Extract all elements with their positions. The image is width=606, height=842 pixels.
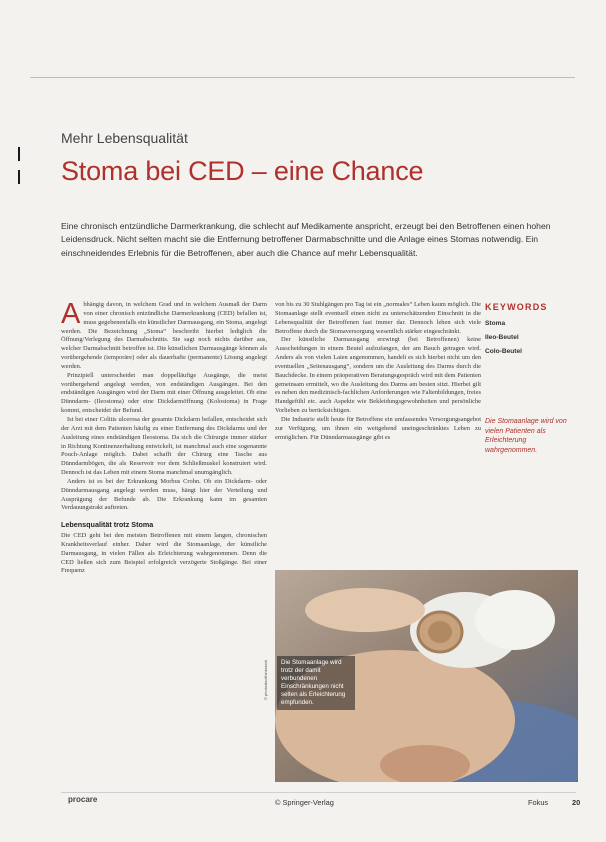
kicker: Mehr Lebensqualität bbox=[61, 130, 188, 146]
footer-logo: procare bbox=[68, 795, 98, 804]
keyword: Colo-Beutel bbox=[485, 348, 522, 355]
body-paragraph: Anders ist es bei der Erkrankung Morbus Crohn. Ob ein Dickdarm- oder Dünndarmausgang angelegt werden muss, hängt hier der Verteilung und Ausprägung der Befunde ab. Die Erkrankung kann im gesamten Verdauungstrakt auftreten. bbox=[61, 477, 267, 512]
headline: Stoma bei CED – eine Chance bbox=[61, 156, 424, 186]
keyword: Stoma bbox=[485, 320, 506, 327]
body-paragraph bbox=[61, 298, 267, 372]
body-paragraph: Prinzipiell unterscheidet man doppelläufige Ausgänge, die meist vorübergehend angelegt werden, von endständigen Ausgängen. Bei den endständigen Ausgängen wird der Darm mit einer Öffnung ausgeleitet. Ob eine Dünndarm- (Ileostoma) oder eine Dickdarmöffnung (Kolostoma) in Frage kommt, entscheidet der Befund. bbox=[61, 371, 267, 415]
footer-section: Fokus bbox=[528, 798, 549, 807]
body-paragraph: Die CED geht bei den meisten Betroffenen mit einem langen, chronischen Krankheitsverlauf einher. Daher wird die Stomaanlage, der künstliche Darmausgang, in vielen Fällen als Erleichterung wahrgenommen. Denn die CED ließen sich zum Beispiel erfolgreich verzögerte Stoßgänge. Bei einer Frequenz bbox=[61, 532, 267, 575]
top-rule bbox=[30, 77, 575, 78]
binding-mark bbox=[18, 147, 20, 161]
photo-caption: Die Stomaanlage wird trotz der damit verbundenen Einschränkungen nicht selten als Erleichterung empfunden. bbox=[277, 656, 355, 710]
paragraph-text: bhängig davon, in welchem Grad und in welchem Ausmaß der Darm von einer chronisch entzündliche Darmerkrankung (CED) befallen ist, muss gegebenenfalls ein künstlicher Darmausgang, ein Stoma, angelegt werden. Die Bezeichnung „Stoma“ beschreibt hierbei lediglich die Öffnung/Verlegung des Darmabschnitts. Sie sagt noch nichts darüber aus, welcher Darmabschnitt betroffen ist. Die künstlichen Darmausgänge können als vorübergehende (temporäre) oder als dauerhafte (permanente) Lösung angelegt werden. bbox=[61, 301, 267, 370]
body-paragraph: Ist bei einer Colitis ulcerosa der gesamte Dickdarm befallen, entscheidet sich der Arzt mit dem Patienten häufig zu einer Entfernung des Dickdarms und der Ausleitung eines endständigen Ileostoma. Da sich die Chirurgie immer stärker in Richtung Kontinenzerhaltung entwickelt, ist manchmal auch eine sogenannte Pouch-Anlage möglich. Dabei schafft der Chirurg eine Tasche aus Dünndarmbögen, die als Reservoir vor dem Schließmuskel konstruiert wird. Dennoch ist das Leben mit einem Stoma manchmal unumgänglich. bbox=[61, 415, 267, 477]
footer-rule bbox=[61, 792, 576, 793]
body-column-middle bbox=[275, 301, 481, 443]
photo-credit: © photodisc/thinkstock bbox=[263, 659, 268, 700]
lead-paragraph: Eine chronisch entzündliche Darmerkrankung, die schlecht auf Medikamente anspricht, erzeugt bei den Betroffenen einen hohen Leidensdruck. Nicht selten macht sie die Entfernung betroffener Darmabschnitte und die Anlage eines Stomas notwendig. Ein einschneidendes Erlebnis für die Betroffenen, aber auch die Chance auf mehr Lebensqualität. bbox=[61, 221, 551, 258]
keyword: Ileo-Beutel bbox=[485, 334, 519, 341]
body-paragraph: von bis zu 30 Stuhlgängen pro Tag ist ein „normales“ Leben kaum möglich. Die Stomaanlage stellt eventuell einen nicht zu unterschätzenden Einschnitt in die Lebensqualität der Betroffenen fast immer dar. Dennoch lehen sich viele Betroffene durch die Stomaversorgung wesentlich stärker eingeschränkt. bbox=[275, 301, 481, 335]
footer-publisher: © Springer-Verlag bbox=[275, 798, 334, 807]
body-paragraph: Der künstliche Darmausgang erzwingt (bei Betroffenen) keine Ausscheidungen in einem Beutel aufzufangen, der am Bauch getragen wird. Anders als von vielen Laien angenommen, handelt es sich hierbei nicht um den eventuellen „Seitenausgang“, sondern um die Ausleitung des Darms durch die Bauchdecke. In einem präoperativen Beratungsgespräch wird mit dem Patienten gemeinsam ermittelt, wo die Ausleitung des Darms am besten sitzt. Hierbei gilt es neben den medizinisch-fachlichen Anforderungen wie Faltenbildungen, freies Handgefühl etc. auch Aspekte wie Bekleidungsgewohnheiten und persönliche Vorlieben zu berücksichtigen. bbox=[275, 336, 481, 415]
body-column-left bbox=[61, 298, 267, 576]
page-number: 20 bbox=[572, 798, 581, 807]
subhead: Lebensqualität trotz Stoma bbox=[61, 520, 154, 530]
pull-quote: Die Stomaanlage wird von vielen Patienten als Erleichterung wahrgenommen. bbox=[485, 418, 567, 454]
binding-mark bbox=[18, 170, 20, 184]
keywords-title: KEYWORDS bbox=[485, 302, 548, 312]
drop-cap: A bbox=[61, 298, 81, 330]
body-paragraph: Die Industrie stellt heute für Betroffene ein umfassendes Versorgungsangebot zur Verfügung, um ihnen ein weitgehend uneingeschränktes Leben zu ermöglichen. Für Dünndarmausgänge gibt es bbox=[275, 415, 481, 441]
